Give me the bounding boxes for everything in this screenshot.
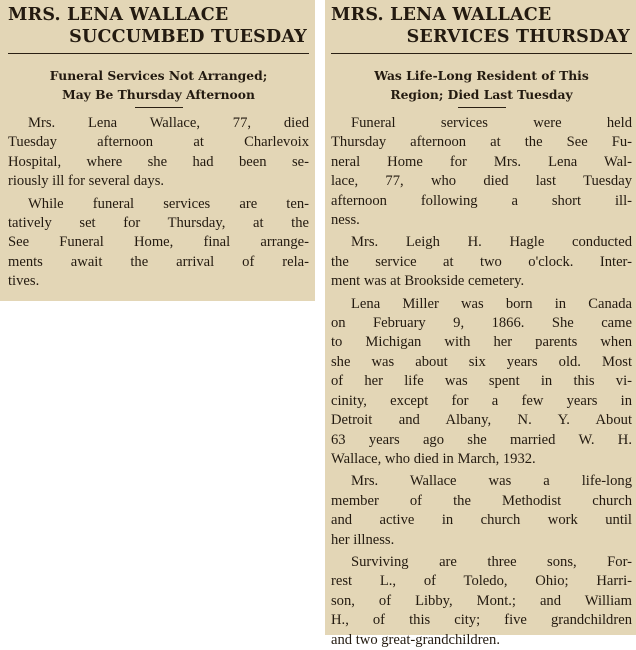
article-line: Surviving are three sons, For- <box>351 553 632 570</box>
right-news-clipping <box>325 0 636 648</box>
left-subheadline-line-2: May Be Thursday Afternoon <box>62 87 255 102</box>
left-headline-rule <box>8 53 309 54</box>
left-paragraph-1 <box>8 114 309 192</box>
article-line: ness. <box>331 212 360 229</box>
left-paragraph-2 <box>8 195 309 292</box>
article-line: the service at two o'clock. Inter- <box>331 253 632 270</box>
article-line: While funeral services are ten- <box>28 195 309 212</box>
article-line: 63 years ago she married W. H. <box>331 431 632 448</box>
article-line: Mrs. Lena Wallace, 77, died <box>28 115 309 131</box>
article-line: neral Home for Mrs. Lena Wal- <box>331 153 632 170</box>
article-line: lace, 77, who died last Tuesday <box>331 173 632 190</box>
right-subheadline-line-1: Was Life-Long Resident of This <box>374 68 589 83</box>
article-line: H., of this city; five grandchildren <box>331 612 632 629</box>
article-line: afternoon following a short ill- <box>331 192 632 209</box>
right-headline-line-2: SERVICES THURSDAY <box>406 27 630 47</box>
article-line: Wallace, who died in March, 1932. <box>331 450 536 467</box>
article-line: rest L., of Toledo, Ohio; Harri- <box>331 573 632 590</box>
article-line: Lena Miller was born in Canada <box>351 295 632 312</box>
article-line: Mrs. Leigh H. Hagle conducted <box>351 234 632 251</box>
article-line: she was about six years old. Most <box>331 353 632 370</box>
article-line: Detroit and Albany, N. Y. About <box>331 412 632 429</box>
article-line: on February 9, 1866. She came <box>331 315 632 332</box>
article-line: See Funeral Home, final arrange- <box>8 234 309 251</box>
article-line: her illness. <box>331 531 395 548</box>
right-paragraph-5 <box>331 553 632 650</box>
article-line: ment was at Brookside cemetery. <box>331 273 525 290</box>
left-headline-line-1: MRS. LENA WALLACE <box>8 5 229 25</box>
article-line: to Michigan with her parents when <box>331 334 632 351</box>
article-line: tives. <box>8 273 40 290</box>
article-line: of her life was spent in this vi- <box>331 373 632 390</box>
article-line: Tuesday afternoon at Charlevoix <box>8 134 309 151</box>
left-subheadline <box>8 66 309 104</box>
left-news-clipping <box>0 0 315 301</box>
right-subheadline-line-2: Region; Died Last Tuesday <box>390 87 573 102</box>
left-subheadline-rule <box>135 107 183 108</box>
article-line: and two great-grandchildren. <box>331 631 500 648</box>
right-paragraph-1 <box>331 114 632 230</box>
article-line: Mrs. Wallace was a life-long <box>351 473 632 490</box>
article-line: member of the Methodist church <box>331 492 632 509</box>
left-headline-line-2: SUCCUMBED TUESDAY <box>69 27 307 47</box>
article-line: and active in church work until <box>331 512 632 529</box>
right-paragraph-2 <box>331 233 632 291</box>
article-line: cinity, except for a few years in <box>331 392 632 409</box>
article-line: Thursday afternoon at the See Fu- <box>331 134 632 151</box>
article-line: ments await the arrival of rela- <box>8 253 309 270</box>
right-subheadline-rule <box>458 107 506 108</box>
article-line: Hospital, where she had been se- <box>8 153 309 170</box>
right-headline-line-1: MRS. LENA WALLACE <box>331 5 552 25</box>
right-paragraph-4 <box>331 472 632 550</box>
article-line: tatively set for Thursday, at the <box>8 215 309 232</box>
right-article-body <box>331 114 632 650</box>
left-headline <box>8 4 309 48</box>
right-paragraph-3 <box>331 295 632 470</box>
left-subheadline-line-1: Funeral Services Not Arranged; <box>49 68 268 83</box>
article-line: Funeral services were held <box>351 115 632 131</box>
right-headline-rule <box>331 53 632 54</box>
right-subheadline <box>331 66 632 104</box>
article-line: riously ill for several days. <box>8 173 165 190</box>
article-line: son, of Libby, Mont.; and William <box>331 592 632 609</box>
left-article-body <box>8 114 309 292</box>
right-headline <box>331 4 632 48</box>
